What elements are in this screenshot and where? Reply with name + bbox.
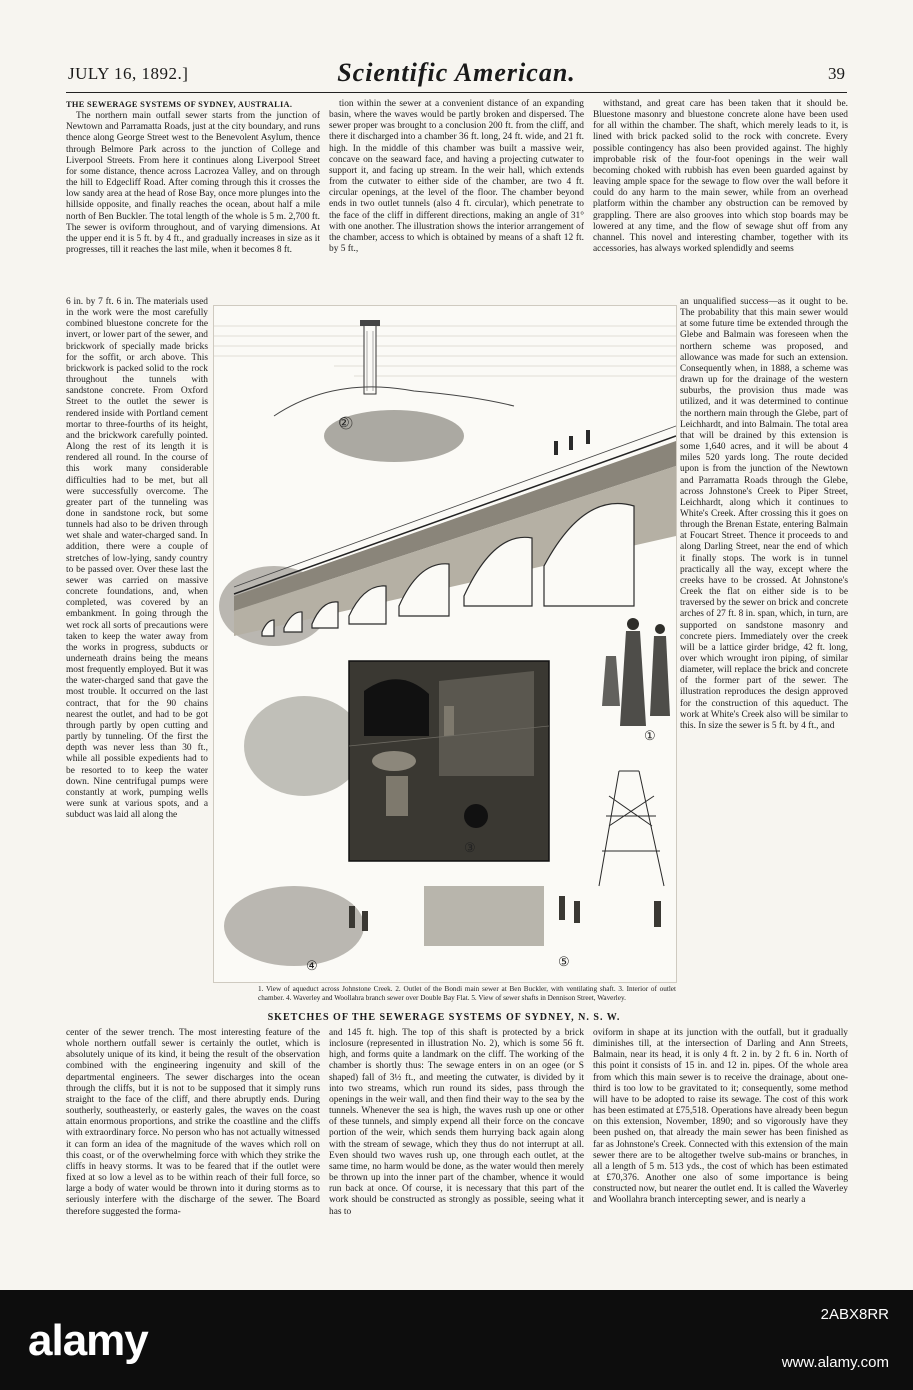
article-heading: THE SEWERAGE SYSTEMS OF SYDNEY, AUSTRALIA. xyxy=(66,100,293,109)
column-3-narrow xyxy=(680,297,848,1026)
figure-title: SKETCHES OF THE SEWERAGE SYSTEMS OF SYDNEY, N. S. W. xyxy=(267,1012,621,1023)
issue-date: JULY 16, 1892.] xyxy=(68,64,189,83)
column-1-bottom xyxy=(66,1028,320,1268)
image-id: 2ABX8RR xyxy=(820,1306,889,1323)
figure-caption: 1. View of aqueduct across Johnstone Creek. 2. Outlet of the Bondi main sewer at Ben Buckler, with ventilating shaft. 3. Interior of outlet chamber. 4. Waverley and Woollahra branch sewer over Double Bay Flat. 5. View of sewer shafts in Dennison Street, Waverley. xyxy=(258,985,676,1002)
workers-figures xyxy=(349,886,661,946)
masthead-title: Scientific American. xyxy=(337,58,576,87)
alamy-logo: alamy xyxy=(28,1316,148,1365)
outlet-chamber-inset xyxy=(349,661,549,861)
figure-label-3: ③ xyxy=(464,841,476,856)
paragraph: tion within the sewer at a convenient distance of an expanding basin, where the waves would be partly broken and dispersed. The sewer proper was brought to a conclusion 200 ft. from the cliff, and there it discharged into a chamber 36 ft. long, 24 ft. wide, and 21 ft. high. In the middle of this chamber was built a massive weir, concave on the seaward face, and having a projecting cutwater to support it, and facing up stream. In the weir hall, which extends from the cutwater to either side of the chamber, are two 4 ft. circular openings, at the level of the floor. The chamber beyond ends in two outlet tunnels (also 4 ft. circular), which penetrate to the face of the cliff in different directions, making an angle of 31° with one another. The illustration shows the interior arrangement of the chamber, access to which is obtained by means of a shaft 12 ft. by 5 ft., xyxy=(329,99,584,255)
paragraph: an unqualified success—as it ought to be. The probability that this main sewer would at some future time be extended through the Glebe and Balmain was foreseen when the northern scheme was proposed, and allowance was made for such an extension. Consequently when, in 1888, a scheme was drawn up for the drainage of the western suburbs, the provision thus made was utilized, and it was determined to continue the northern main through the Glebe, part of Leichhardt, and into Balmain. The total area that will be drained by this extension is some 1,640 acres, and it will be about 4 miles 520 yards long. The route decided upon is from the junction of the Newtown and Parramatta Roads through the Glebe, across Johnstone's Creek to Piper Street, Leichhardt, along which it continues to White's Creek. After crossing this it goes on through the Brenan Estate, entering Balmain at Foucart Street. Thence it proceeds to and along Darling Street, near the end of which it finally stops. The work is in tunnel practically all the way, except where the creeks have to be crossed. At Johnstone's Creek the flat on either side is to be traversed by the sewer on brick and concrete arches of 27 ft. 8 in. span, which, in turn, are supported on sandstone masonry and concrete piers. Immediately over the creek will be a lattice girder bridge, 42 ft. long, over which wrought iron piping, of similar diameter, will replace the brick and concrete of the former part of the sewer. The illustration reproduces the design approved for the construction of this aqueduct. The work at White's Creek also will be similar to this. In size the sewer is 5 ft. by 4 ft., and xyxy=(680,297,848,731)
figure-label-2: ② xyxy=(338,416,350,431)
column-2-top xyxy=(329,99,584,295)
engraving-illustration xyxy=(213,305,677,983)
figures-on-bridge xyxy=(554,430,590,455)
engraving-drawing xyxy=(214,306,676,982)
shaft-derrick xyxy=(599,771,664,886)
column-2-bottom xyxy=(329,1028,584,1268)
paragraph: 6 in. by 7 ft. 6 in. The materials used in the work were the most carefully combined bluestone concrete for the invert, or lower part of the sewer, and brickwork of specially made bricks for the soffit, or arch above. This brickwork is packed solid to the rock throughout the tunnels with sandstone concrete. From Oxford Street to the outlet the sewer is rendered inside with Portland cement mortar to three-fourths of its height, and the brickwork carefully pointed. Along the rest of its length it is rendered all round. In the course of this work many considerable difficulties had to be met, but all were successfully overcome. The greater part of the tunneling was done in sandstone rock, but some tunnels had also to be driven through wet shale and water-charged sand. In addition, there were a couple of stretches of low-lying, sandy country to be passed over. Over these last the sewer was carried on massive concrete foundations, and, when completed, was covered by an embankment. In going through the wet rock all sorts of precautions were taken to keep the water away from the works in progress, subducts or underneath drains being the means most frequently employed. But it was the water-charged sand that gave the most trouble. It occurred on the last contract, that for the 90 chains nearest the outlet, and had to be got through partly by open cutting and partly by tunneling. Of the first the depth was never less than 30 ft., while all possible expedients had to be resorted to to keep the water down. Nine centrifugal pumps were constantly at work, pumping wells were sunk at various spots, and a subduct was laid all along the xyxy=(66,297,208,821)
figure-label-1: ① xyxy=(644,729,656,744)
paragraph: The northern main outfall sewer starts from the junction of Newtown and Parramatta Roads, just at the city boundary, and runs thence along George Street west to the Benevolent Asylum, thence through Belmore Park across to the junction of College and Liverpool Streets. From here it continues along Liverpool Street for some distance, thence across Lacrozea Valley, and on through the hill to Edgecliff Road. After coming through this it crosses the low sandy area at the head of Rose Bay, once more plunges into the hillside opposite, and finally reaches the ocean, about half a mile north of Ben Buckler. The total length of the whole is 5 m. 2,700 ft. The sewer is oviform throughout, and of varying dimensions. At the upper end it is 5 ft. by 4 ft., and gradually increases in size as it progresses, till it reaches the last mile, when it becomes 8 ft. xyxy=(66,111,320,256)
sky-hatching xyxy=(214,326,676,376)
column-1-top xyxy=(66,99,320,295)
visitors-figures xyxy=(602,618,670,726)
column-1-narrow xyxy=(66,297,208,1024)
paragraph: oviform in shape at its junction with the outfall, but it gradually diminishes till, at the intersection of Darling and Ann Streets, Balmain, near its head, it is only 4 ft. 2 in. by 2 ft. 6 in. North of this point it consists of 15 in. and 12 in. pipes. Of the whole area from which this main sewer is to receive the drainage, about one-third is too low to be gravitated to it; consequently, some method will have to be adopted to raise its sewage. The cost of this work has been estimated at £75,518. Operations have already been begun on this extension, November, 1890; and so vigorously have they been pushed on, that already the main sewer has been finished as far as Johnstone's Creek. Connected with this extension of the main sewer there are to be altogether twelve sub-mains or branches, in all a length of 5 m. 513 yds., the cost of which has been estimated at £70,376. Another one also of some importance is being constructed now, but nearer the outlet end. It is called the Waverley and Woollahra branch intercepting sewer, and is nearly a xyxy=(593,1028,848,1206)
figure-label-5: ⑤ xyxy=(558,955,570,970)
page-number: 39 xyxy=(828,64,845,83)
paragraph: center of the sewer trench. The most interesting feature of the whole northern outfall sewer is certainly the outlet, which is absolutely unique of its kind, it being the result of the observation combined with the engineering ingenuity and skill of the departmental engineers. The sewer discharges into the ocean through the cliffs, but it is not to be supposed that it simply runs straight to the face of the cliff, and there abruptly ends. During southerly, southeasterly, or easterly gales, the waves on the coast attain enormous proportions, and strike the coastline and the cliffs with extraordinary force. No person who has not actually witnessed it can form an idea of the magnitude of the waves which roll on this coast, or of the overwhelming force with which they strike the cliffs in heavy storms. It was to be feared that if the outlet were fixed at so low a level as to be within reach of their full force, so large a body of water would be thrown into it during storms as to seriously interfere with the discharge of the sewer. The Board therefore suggested the forma- xyxy=(66,1028,320,1217)
column-3-top xyxy=(593,99,848,295)
page-header xyxy=(66,58,847,93)
watermark-url: www.alamy.com xyxy=(781,1354,889,1371)
figure-label-4: ④ xyxy=(306,959,318,974)
paragraph: withstand, and great care has been taken that it should be. Bluestone masonry and bluestone concrete alone have been used for all within the chamber. The shaft, which merely leads to it, is lined with brick packed solid to the rock with concrete. Every possible contingency has also been provided against. The highly improbable risk of the four-foot openings in the weir wall becoming choked with rubbish has even been guarded against by leaving ample space for the sewage to flow over the wall before it could do any harm to the main sewer, while from an overhead platform within the chamber any obstruction can be removed by grappling. There are also grooves into which stop boards may be lowered at any time, and the flow of sewage shut off from any channel. This novel and interesting chamber, together with its accessories, has always worked splendidly and seems xyxy=(593,99,848,255)
column-3-bottom xyxy=(593,1028,848,1268)
aqueduct-bridge xyxy=(234,426,676,636)
paragraph: and 145 ft. high. The top of this shaft is protected by a brick inclosure (represented in illustration No. 2), which is some 56 ft. high, and forms quite a landmark on the cliff. The working of the chamber is shortly thus: The sewage enters in on an ogee (or S shaped) fall of 3½ ft., and meeting the cutwater, is divided by it into two streams, which run round its sides, pass through the openings in the weir wall, and then find their way to the sea by the tunnels. Whenever the sea is high, the waves rush up one or other of these tunnels, and simply expend all their force on the concave portion of the weir, which sends them hurrying back again along with the stream of sewage, which they thus do not interrupt at all. Even should two waves rush up, one through each outlet, at the same time, no harm would be done, as the water would then merely be thrown up into the inner part of the chamber, whence it would run back at once. Of course, it is necessary that this part of the work should be constructed as strongly as possible, seeing what it has to xyxy=(329,1028,584,1217)
